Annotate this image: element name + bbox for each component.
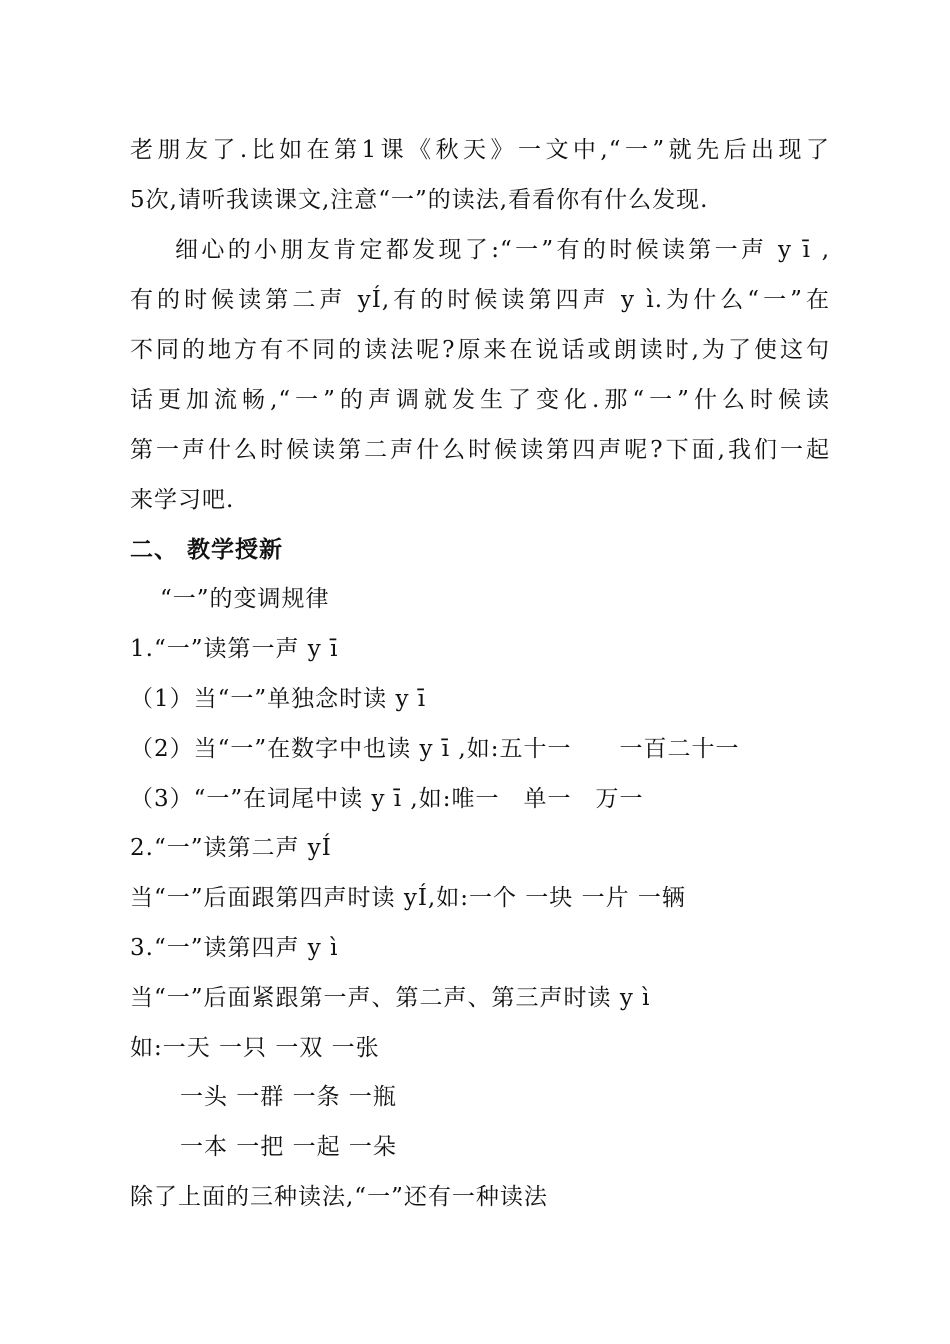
discovery-line-5: 第一声什么时候读第二声什么时候读第四声呢?下面,我们一起 bbox=[130, 437, 830, 463]
rule3-text: 当“一”后面紧跟第一声、第二声、第三声时读 y ì bbox=[130, 985, 651, 1011]
rule3-title: 3.“一”读第四声 y ì bbox=[130, 935, 339, 961]
discovery-line-3: 不同的地方有不同的读法呢?原来在说话或朗读时,为了使这句 bbox=[130, 337, 830, 363]
example-line-1: 如:一天 一只 一双 一张 bbox=[130, 1035, 380, 1061]
subtitle: “一”的变调规律 bbox=[160, 586, 330, 612]
rule1-item-3: （3）“一”在词尾中读 y ī ,如:唯一 单一 万一 bbox=[130, 786, 644, 812]
rule1-title: 1.“一”读第一声 y ī bbox=[130, 636, 339, 662]
discovery-line-2: 有的时候读第二声 yÍ,有的时候读第四声 y ì.为什么“一”在 bbox=[130, 287, 830, 313]
discovery-line-4: 话更加流畅,“一”的声调就发生了变化.那“一”什么时候读 bbox=[130, 387, 830, 413]
intro-line-1: 老朋友了.比如在第1课《秋天》一文中,“一”就先后出现了 bbox=[130, 137, 830, 163]
rule1-item-2: （2）当“一”在数字中也读 y ī ,如:五十一 一百二十一 bbox=[130, 736, 740, 762]
discovery-line-1: 细心的小朋友肯定都发现了:“一”有的时候读第一声 y ī , bbox=[175, 237, 830, 263]
example-line-2: 一头 一群 一条 一瓶 bbox=[180, 1084, 397, 1110]
rule2-text: 当“一”后面跟第四声时读 yÍ,如:一个 一块 一片 一辆 bbox=[130, 885, 686, 911]
rule2-title: 2.“一”读第二声 yÍ bbox=[130, 835, 332, 861]
discovery-line-6: 来学习吧. bbox=[130, 487, 235, 513]
closing-line: 除了上面的三种读法,“一”还有一种读法 bbox=[130, 1184, 548, 1210]
rule1-item-1: （1）当“一”单独念时读 y ī bbox=[130, 686, 427, 712]
intro-line-2: 5次,请听我读课文,注意“一”的读法,看看你有什么发现. bbox=[130, 187, 709, 213]
example-line-3: 一本 一把 一起 一朵 bbox=[180, 1134, 397, 1160]
section-heading: 二、 教学授新 bbox=[130, 537, 284, 563]
